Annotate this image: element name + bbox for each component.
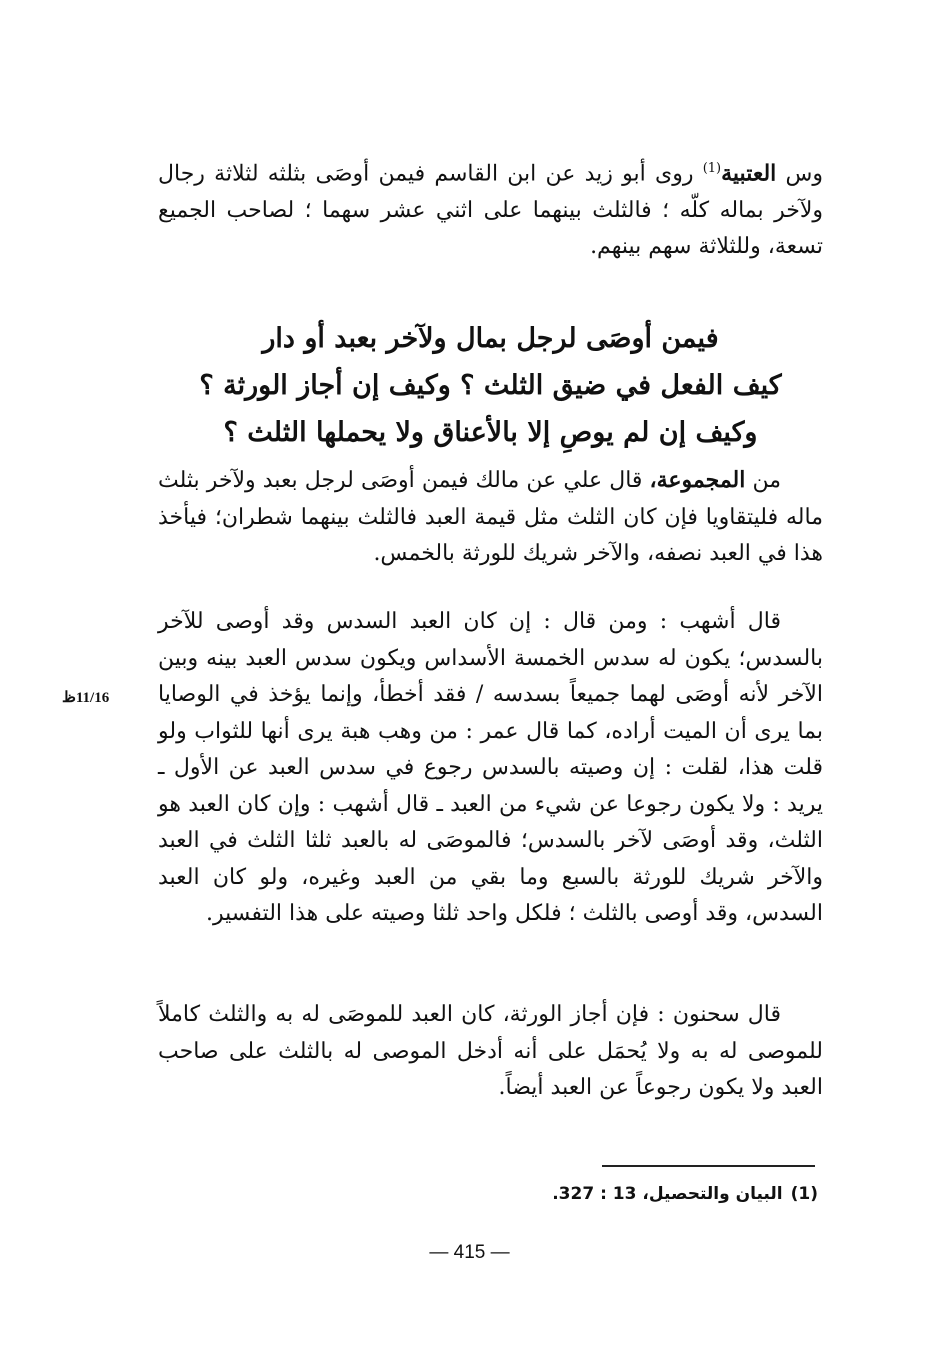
page-number: — 415 — (429, 1242, 510, 1263)
para2-text: قال أشهب : ومن قال : إن كان العبد السدس وقد أوصى للآخر بالسدس؛ يكون له سدس الخمسة الأسداس ويكون سدس العبد بينه وبين الآخر لأنه أوصَى لهما جميعاً بسدسه / فقد أخطأ، وإنما يؤخذ في الوصايا بما يرى أن الميت أراده، كما قال عمر : من وهب هبة يرى أنها للثواب ولو قلت هذا، لقلت : إن وصيته بالسدس رجوع في سدس العبد عن الأول ـ يريد : ولا يكون رجوعا عن شيء من العبد ـ قال أشهب : وإن كان العبد هو الثلث، وقد أوصَى لآخر بالسدس؛ فالموصَى له بالعبد ثلثا الثلث في العبد والآخر شريك للورثة بالسبع وما بقي من العبد وغيره، ولو كان العبد السدس، وقد أوصى بالثلث ؛ فلكل واحد ثلثا وصيته على هذا التفسير. (158, 609, 823, 926)
margin-folio-note: 11/16ظ (62, 690, 110, 706)
footnote-text: البيان والتحصيل، 13 : 327. (552, 1184, 783, 1204)
heading-line-1: فيمن أوصَى لرجل بمال ولآخر بعبد أو دار (262, 323, 719, 354)
paragraph-majmua (158, 462, 823, 573)
source-name-majmua: المجموعة، (649, 467, 746, 493)
intro-paragraph (158, 151, 823, 266)
footnote-reference: (1) (702, 161, 722, 176)
para3-text: قال سحنون : فإن أجاز الورثة، كان العبد للموصَى له به والثلث كاملاً للموصى له به ولا يُحمَل على أنه أدخل الموصى له بالثلث على صاحب العبد ولا يكون رجوعاً عن العبد أيضاً. (158, 1002, 823, 1100)
paragraph-sahnun (158, 997, 823, 1107)
section-heading (158, 315, 823, 456)
para1-body: قال علي عن مالك فيمن أوصَى لرجل بعبد ولآخر بثلث ماله فليتقاويا فإن كان الثلث مثل قيمة العبد فالثلث بينهما شطران؛ فيأخذ هذا في العبد نصفه، والآخر شريك للورثة بالخمس. (158, 468, 823, 566)
intro-body: روى أبو زيد عن ابن القاسم فيمن أوصَى بثلثه لثلاثة رجال ولآخر بماله كلّه ؛ فالثلث بينهما على اثني عشر سهما ؛ لصاحب الجميع تسعة، وللثلاثة سهم بينهم. (158, 161, 823, 260)
footnote (420, 1181, 818, 1207)
intro-prefix: وس (776, 161, 823, 187)
paragraph-ashhab (158, 604, 823, 933)
source-name-utbiyya: العتبية (721, 160, 777, 187)
heading-line-2: كيف الفعل في ضيق الثلث ؟ وكيف إن أجاز الورثة ؟ (199, 370, 782, 401)
footnote-divider (602, 1165, 815, 1167)
footnote-marker: (1) (790, 1184, 818, 1204)
heading-line-3: وكيف إن لم يوصِ إلا بالأعناق ولا يحملها الثلث ؟ (223, 417, 758, 448)
para1-prefix: من (745, 468, 781, 493)
